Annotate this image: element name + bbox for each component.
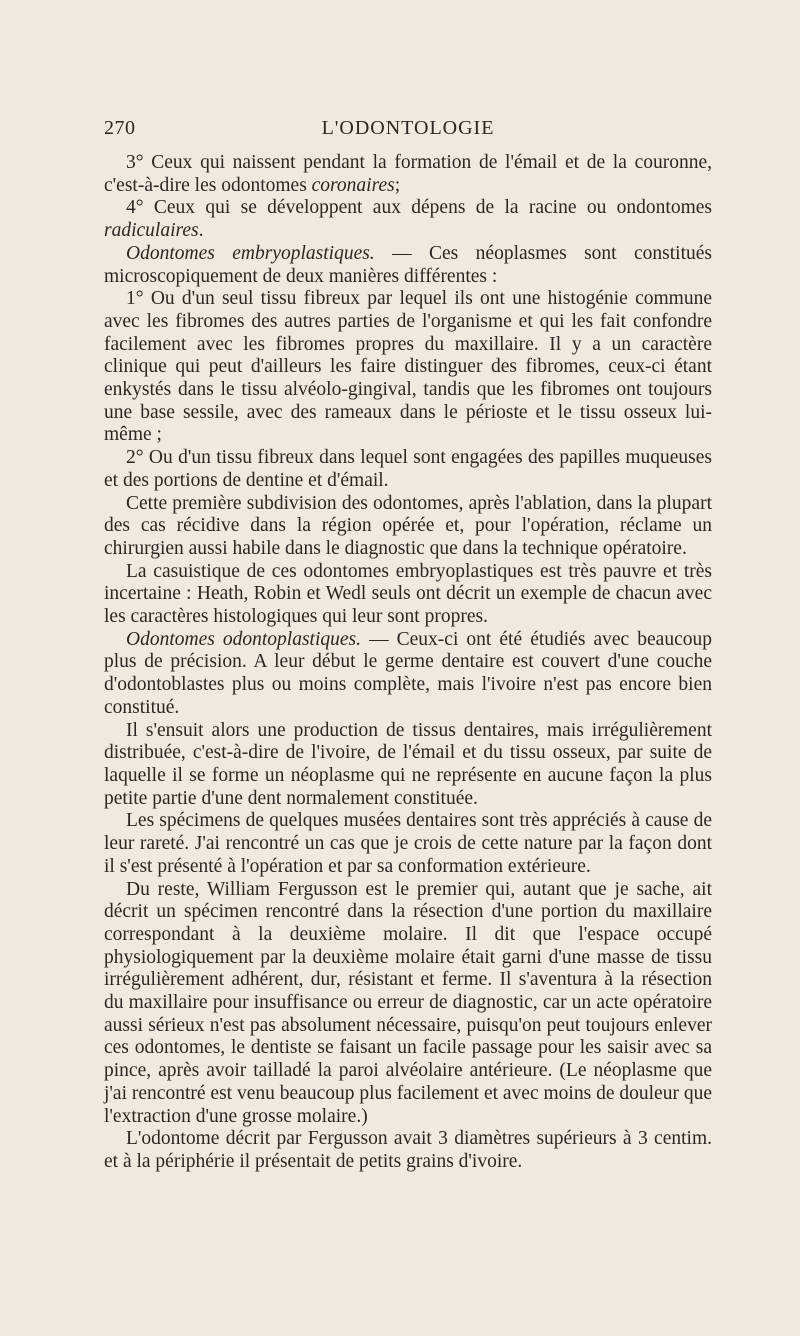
page-header [104,117,712,145]
section-heading: Odontomes embryoplastiques. [126,242,375,264]
paragraph: 2° Ou d'un tissu fibreux dans lequel sont engagées des papilles muqueuses et des portions de dentine et d'émail. [104,447,712,491]
paragraph: La casuistique de ces odontomes embryoplastiques est très pauvre et très incertaine : Heath, Robin et Wedl seuls ont décrit un exemple de chacun avec les caractères histologiques qui leur sont propres. [104,560,712,628]
paragraph: Les spécimens de quelques musées dentaires sont très appréciés à cause de leur rareté. J'ai rencontré un cas que je crois de cette nature par la façon dont il s'est présenté à l'opération et par sa conformation extérieure. [104,810,712,877]
paragraph: Cette première subdivision des odontomes, après l'ablation, dans la plupart des cas récidive dans la région opérée et, pour l'opération, réclame un chirurgien aussi habile dans le diagnostic que dans la technique opératoire. [104,492,712,559]
running-head: L'ODONTOLOGIE [321,117,495,139]
paragraph: L'odontome décrit par Fergusson avait 3 diamètres supérieurs à 3 centim. et à la périphérie il présentait de petits grains d'ivoire. [104,1128,712,1172]
emphasis: radiculaires [104,220,199,242]
page-number: 270 [104,117,136,139]
section-paragraph: Odontomes embryoplastiques. — Ces néoplasmes sont constitués microscopiquement de deux manières différentes : [104,242,712,287]
paragraph: 3° Ceux qui naissent pendant la formation de l'émail et de la couronne, c'est-à-dire les odontomes coronaires; [104,152,712,196]
section-paragraph: Odontomes odontoplastiques. — Ceux-ci ont été étudiés avec beaucoup plus de précision. A leur début le germe dentaire est couvert d'une couche d'odontoblastes plus ou moins complète, mais l'ivoire n'est pas encore bien constitué. [104,628,712,718]
paragraph: 1° Ou d'un seul tissu fibreux par lequel ils ont une histogénie commune avec les fibromes des autres parties de l'organisme et qui les fait confondre facilement avec les fibromes propres du maxillaire. Il y a un caractère clinique qui peut d'ailleurs les faire distinguer des fibromes, ceux-ci étant enkystés dans le tissu alvéolo-gingival, tandis que les fibromes ont toujours une base sessile, avec des rameaux dans le périoste et le tissu osseux lui-même ; [104,288,712,446]
emphasis: coronaires [311,174,395,196]
body-text [104,152,712,1174]
section-heading: Odontomes odontoplastiques. [126,628,362,650]
paragraph: Il s'ensuit alors une production de tissus dentaires, mais irrégulièrement distribuée, c'est-à-dire de l'ivoire, de l'émail et du tissu osseux, par suite de laquelle il se forme un néoplasme qui ne représente en aucune façon la plus petite partie d'une dent normalement constituée. [104,719,712,809]
paragraph: 4° Ceux qui se développent aux dépens de la racine ou ondontomes radiculaires. [104,197,712,242]
paragraph: Du reste, William Fergusson est le premier qui, autant que je sache, ait décrit un spécimen rencontré dans la résection d'une portion du maxillaire correspondant à la deuxième molaire. Il dit que l'espace occupé physiologiquement par la deuxième molaire était garni d'une masse de tissu irrégulièrement adhérent, dur, résistant et ferme. Il s'aventura à la résection du maxillaire pour insuffisance ou erreur de diagnostic, car un acte opératoire aussi sérieux n'est pas absolument nécessaire, puisqu'on peut toujours enlever ces odontomes, le dentiste se faisant un facile passage pour les saisir avec sa pince, après avoir tailladé la paroi alvéolaire antérieure. (Le néoplasme que j'ai rencontré est venu beaucoup plus facilement et avec moins de douleur que l'extraction d'une grosse molaire.) [104,878,712,1127]
